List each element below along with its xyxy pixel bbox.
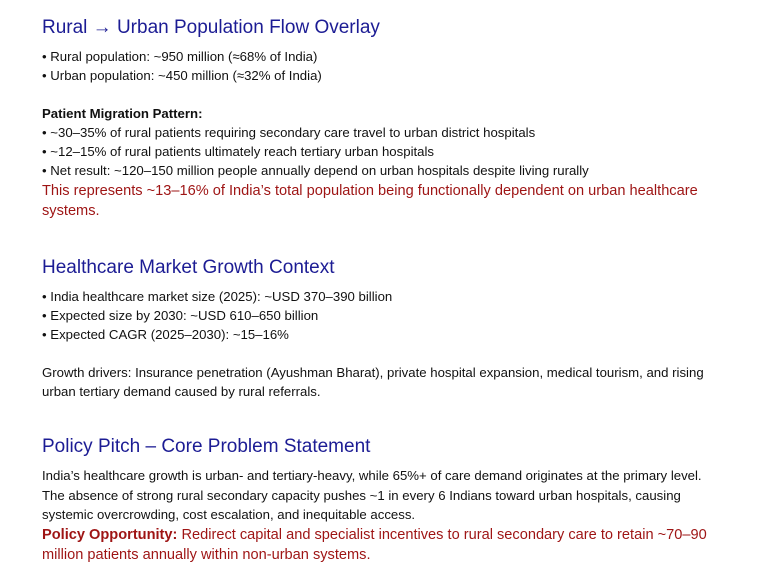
- section-title-policy-pitch: Policy Pitch – Core Problem Statement: [42, 436, 371, 457]
- problem-line-1: India’s healthcare growth is urban- and tertiary-heavy, while 65%+ of care demand originates at the primary level.: [42, 468, 702, 483]
- policy-opportunity-text: Redirect capital and specialist incentives to rural secondary care to retain ~70–90: [177, 527, 707, 543]
- bullet-expected-size: • Expected size by 2030: ~USD 610–650 billion: [42, 308, 319, 323]
- policy-opportunity-line-1: [42, 525, 707, 545]
- growth-drivers-line-1: Growth drivers: Insurance penetration (Ayushman Bharat), private hospital expansion, medical tourism, and rising: [42, 365, 704, 380]
- highlight-line-2: systems.: [42, 203, 100, 219]
- section-title-population-flow: Rural → Urban Population Flow Overlay: [42, 17, 380, 38]
- bullet-migration-tertiary: • ~12–15% of rural patients ultimately reach tertiary urban hospitals: [42, 144, 435, 159]
- bullet-market-size: • India healthcare market size (2025): ~USD 370–390 billion: [42, 289, 393, 304]
- bullet-rural-population: • Rural population: ~950 million (≈68% of India): [42, 49, 318, 64]
- problem-line-3: systemic overcrowding, cost escalation, and inequitable access.: [42, 507, 416, 522]
- highlight-line-1: This represents ~13–16% of India’s total population being functionally dependent on urban healthcare: [42, 183, 698, 199]
- problem-line-2: The absence of strong rural secondary capacity pushes ~1 in every 6 Indians toward urban hospitals, causing: [42, 488, 681, 503]
- policy-opportunity-label: Policy Opportunity:: [42, 527, 178, 543]
- section-title-market-growth: Healthcare Market Growth Context: [42, 257, 335, 278]
- bullet-urban-population: • Urban population: ~450 million (≈32% of India): [42, 68, 322, 83]
- policy-opportunity-line-2: million patients annually within non-urban systems.: [42, 547, 371, 563]
- bullet-net-result: • Net result: ~120–150 million people annually depend on urban hospitals despite living rurally: [42, 163, 589, 178]
- subheading-migration: Patient Migration Pattern:: [42, 106, 203, 121]
- bullet-migration-secondary: • ~30–35% of rural patients requiring secondary care travel to urban district hospitals: [42, 125, 536, 140]
- growth-drivers-line-2: urban tertiary demand caused by rural referrals.: [42, 384, 321, 399]
- bullet-cagr: • Expected CAGR (2025–2030): ~15–16%: [42, 327, 289, 342]
